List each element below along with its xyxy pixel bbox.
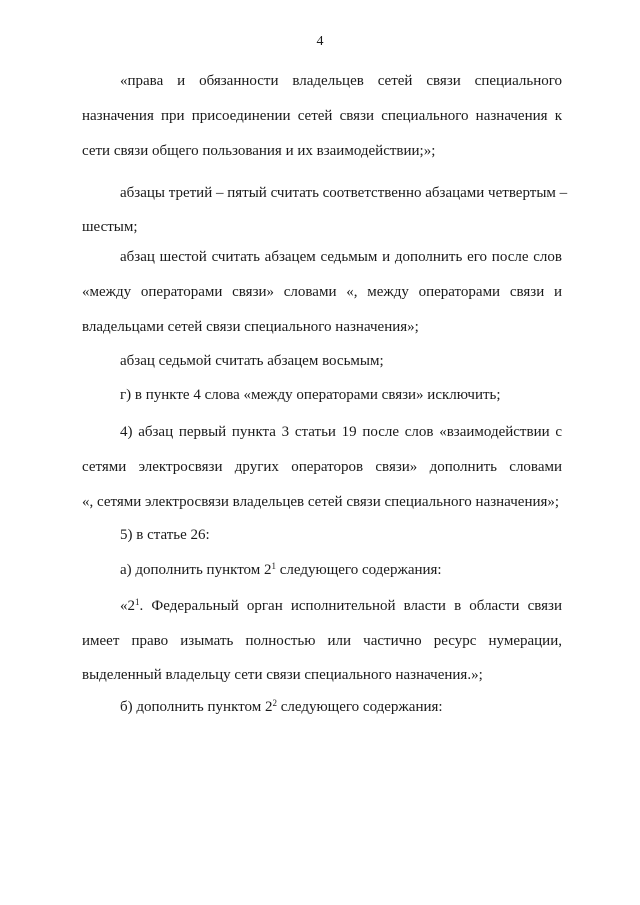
paragraph-line: абзац шестой считать абзацем седьмым и дополнить его после слов (120, 249, 562, 265)
paragraph-line: 5) в статье 26: (120, 527, 210, 543)
paragraph-line: г) в пункте 4 слова «между операторами связи» исключить; (120, 387, 501, 403)
item-b-text: б) дополнить пунктом 2 (120, 699, 273, 715)
paragraph-line: абзацы третий – пятый считать соответственно абзацами четвертым – (120, 185, 568, 201)
page-number: 4 (316, 34, 324, 49)
paragraph-line: «между операторами связи» словами «, между операторами связи и (82, 284, 562, 300)
paragraph-line-item-a (120, 561, 562, 579)
paragraph-line: «, сетями электросвязи владельцев сетей связи специального назначения»; (82, 494, 560, 510)
paragraph-line: шестым; (82, 219, 138, 235)
paragraph-line: сетями электросвязи других операторов связи» дополнить словами (82, 459, 562, 475)
superscript: 1 (135, 597, 140, 607)
paragraph-line: назначения при присоединении сетей связи специального назначения к (82, 108, 562, 124)
item-a-text: а) дополнить пунктом 2 (120, 562, 272, 578)
paragraph-line: 4) абзац первый пункта 3 статьи 19 после слов «взаимодействии с (120, 424, 562, 440)
item-a-text-end: следующего содержания: (276, 562, 442, 578)
paragraph-line: «права и обязанности владельцев сетей связи специального (120, 73, 562, 89)
paragraph-line: владельцами сетей связи специального назначения»; (82, 319, 419, 335)
superscript: 1 (271, 561, 277, 571)
paragraph-line: выделенный владельцу сети связи специального назначения.»; (82, 667, 483, 683)
paragraph-line-quote (120, 597, 562, 615)
paragraph-line-item-b (120, 698, 562, 716)
item-b-text-end: следующего содержания: (276, 699, 443, 715)
quote-text: . Федеральный орган исполнительной власти в области связи (139, 598, 562, 614)
paragraph-line: сети связи общего пользования и их взаимодействии;»; (82, 143, 436, 159)
paragraph-line: имеет право изымать полностью или частично ресурс нумерации, (82, 633, 562, 649)
quote-start: «2 (120, 598, 135, 614)
paragraph-line: абзац седьмой считать абзацем восьмым; (120, 353, 384, 369)
superscript: 2 (272, 698, 277, 708)
